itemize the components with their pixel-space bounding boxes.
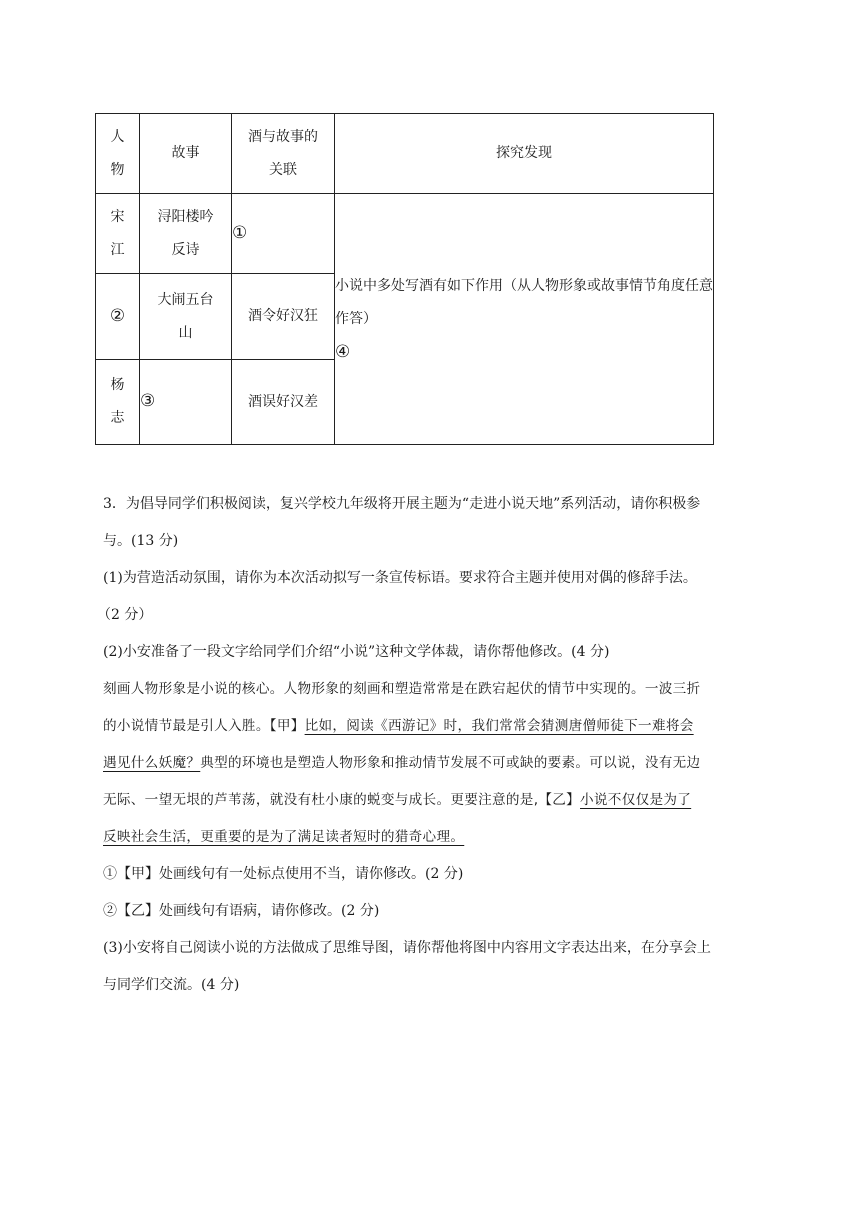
question-intro-line1: 3．为倡导同学们积极阅读，复兴学校九年级将开展主题为“走进小说天地”系列活动，请你积极参 xyxy=(103,496,701,512)
underlined-sentence-jia: 比如，阅读《西游记》时，我们常常会猜测唐僧师徒下一难将会 xyxy=(304,718,694,734)
cell-person: 宋 江 xyxy=(96,194,140,274)
subquestion-1-line1: (1)为营造活动氛围，请你为本次活动拟写一条宣传标语。要求符合主题并使用对偶的修辞手法。 xyxy=(103,570,697,586)
subquestion-2: (2)小安准备了一段文字给同学们介绍“小说”这种文学体裁，请你帮他修改。(4 分) xyxy=(103,644,610,660)
passage-line xyxy=(103,782,768,819)
passage-line xyxy=(103,708,768,745)
cell-finding xyxy=(335,194,714,445)
cell-story: 浔阳楼吟 反诗 xyxy=(140,194,232,274)
table-row xyxy=(96,194,714,274)
cell-person-blank: ② xyxy=(96,274,140,360)
passage-line xyxy=(103,819,768,856)
header-story: 故事 xyxy=(140,114,232,194)
underlined-sentence-yi: 小说不仅仅是为了 xyxy=(580,792,692,808)
passage xyxy=(103,671,768,856)
header-person: 人 物 xyxy=(96,114,140,194)
question-intro-line2: 与。(13 分) xyxy=(103,533,179,549)
question-3 xyxy=(97,486,768,1004)
passage-text: 典型的环境也是塑造人物形象和推动情节发展不可或缺的要素。可以说，没有无边 xyxy=(200,755,701,771)
passage-line xyxy=(103,745,768,782)
cell-story-blank: ③ xyxy=(140,360,232,445)
cell-relation-blank: ① xyxy=(232,194,335,274)
finding-text: 小说中多处写酒有如下作用（从人物形象或故事情节角度任意作答） xyxy=(335,277,713,327)
passage-line: 刻画人物形象是小说的核心。人物形象的刻画和塑造常常是在跌宕起伏的情节中实现的。一波三折 xyxy=(103,681,701,697)
exploration-table xyxy=(95,113,714,445)
passage-text: 无际、一望无垠的芦苇荡，就没有杜小康的蜕变与成长。更要注意的是,【乙】 xyxy=(103,792,581,808)
header-relation: 酒与故事的 关联 xyxy=(232,114,335,194)
cell-person: 杨 志 xyxy=(96,360,140,445)
header-finding: 探究发现 xyxy=(335,114,714,194)
cell-relation: 酒令好汉狂 xyxy=(232,274,335,360)
finding-blank: ④ xyxy=(335,341,351,362)
item-2: ②【乙】处画线句有语病，请你修改。(2 分) xyxy=(103,903,380,919)
subquestion-1-line2: （2 分） xyxy=(97,607,153,623)
item-1: ①【甲】处画线句有一处标点使用不当，请你修改。(2 分) xyxy=(103,866,464,882)
cell-story: 大闹五台 山 xyxy=(140,274,232,360)
table-header-row xyxy=(96,114,714,194)
underlined-sentence-jia: 遇见什么妖魔？ xyxy=(103,755,201,771)
subquestion-3-line2: 与同学们交流。(4 分) xyxy=(103,977,240,993)
cell-relation: 酒误好汉差 xyxy=(232,360,335,445)
subquestion-3-line1: (3)小安将自己阅读小说的方法做成了思维导图，请你帮他将图中内容用文字表达出来，在分享会上 xyxy=(103,940,711,956)
passage-text: 的小说情节最是引人入胜。【甲】 xyxy=(103,718,305,734)
underlined-sentence-yi: 反映社会生活，更重要的是为了满足读者短时的猎奇心理。 xyxy=(103,829,465,845)
